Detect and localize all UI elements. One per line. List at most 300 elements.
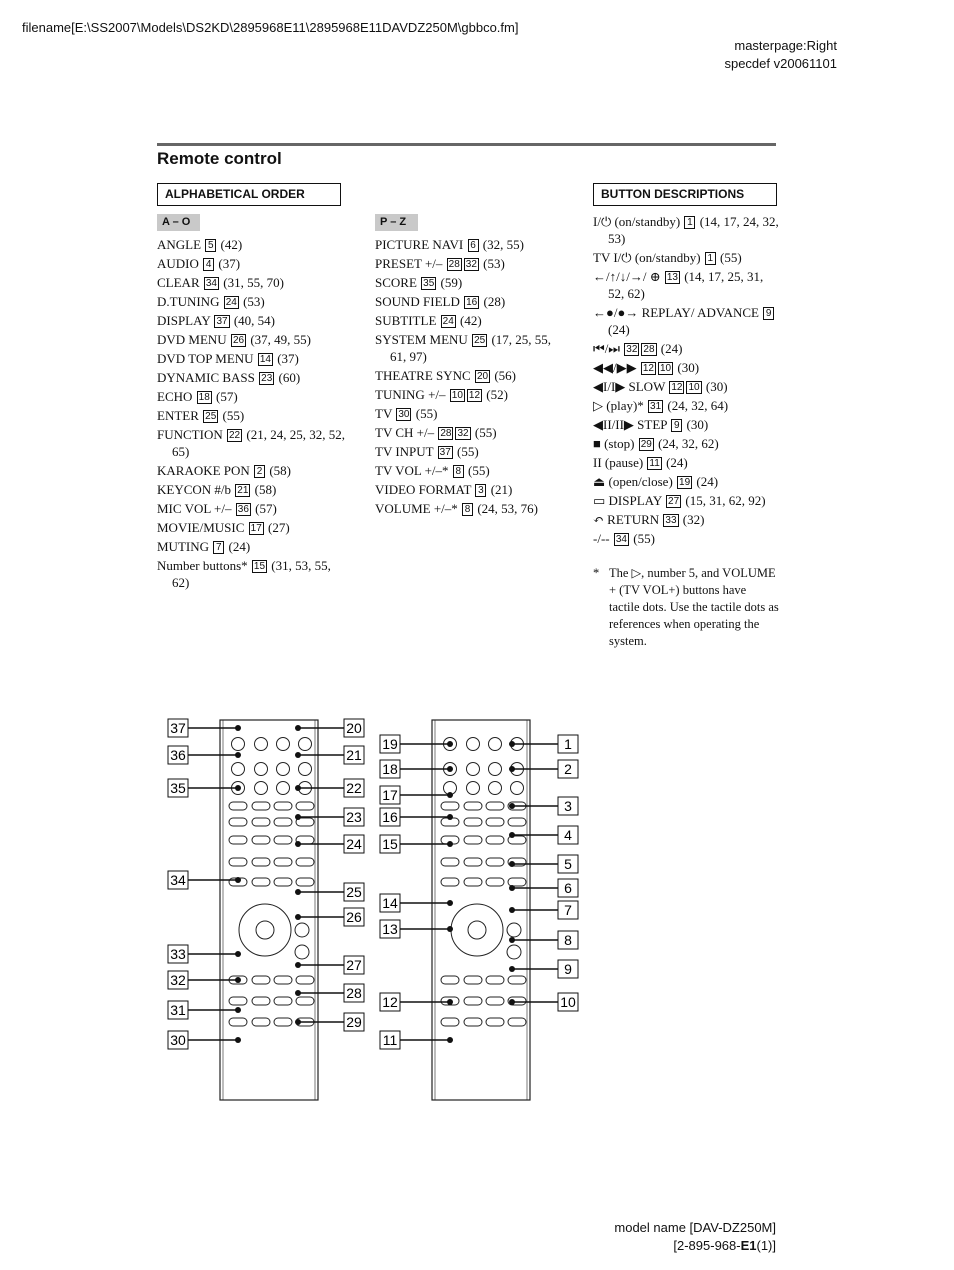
remote-key xyxy=(464,976,482,984)
remote-key xyxy=(464,858,482,866)
index-entry xyxy=(157,236,347,253)
remote-key xyxy=(274,836,292,844)
ref-number: 32 xyxy=(457,428,469,439)
remote-button xyxy=(507,923,521,937)
entry-name: ◀◀/▶▶ xyxy=(593,360,637,375)
index-entry xyxy=(157,312,347,329)
remote-key xyxy=(252,976,270,984)
remote-key xyxy=(252,802,270,810)
remote-dpad-center xyxy=(468,921,486,939)
remote-key xyxy=(486,836,504,844)
footnote-mark: * xyxy=(593,566,600,580)
remote-key xyxy=(252,858,270,866)
entry-pages: (53) xyxy=(483,256,505,271)
ref-number: 34 xyxy=(205,278,217,289)
ref-number: 13 xyxy=(666,272,678,283)
entry-name: ECHO xyxy=(157,389,193,404)
entry-name: II (pause) xyxy=(593,455,644,470)
entry-name: ⏮/⏭ xyxy=(593,341,621,356)
callout-dot xyxy=(235,1007,241,1013)
ref-number: 11 xyxy=(649,458,660,469)
callout-number: 18 xyxy=(382,761,398,777)
callout-number: 25 xyxy=(346,884,362,900)
entry-pages: (27) xyxy=(268,520,290,535)
remote-key xyxy=(464,878,482,886)
entry-name: MIC VOL +/– xyxy=(157,501,232,516)
index-entry xyxy=(375,367,565,384)
ref-number: 7 xyxy=(213,541,224,554)
entry-pages: (30) xyxy=(686,417,709,432)
remote-button xyxy=(232,763,245,776)
index-entry xyxy=(593,454,779,471)
index-entry xyxy=(593,249,779,266)
callout-dot xyxy=(509,937,515,943)
ref-number: 36 xyxy=(237,504,249,515)
remote-button xyxy=(489,738,502,751)
callout-dot xyxy=(295,962,301,968)
callout-dot xyxy=(509,741,515,747)
index-entry xyxy=(157,331,347,348)
entry-pages: (42) xyxy=(220,237,243,252)
ref-number: 30 xyxy=(398,409,410,420)
alphabetical-order-heading: ALPHABETICAL ORDER xyxy=(157,183,341,206)
header-specdef: specdef v20061101 xyxy=(724,56,837,71)
callout-dot xyxy=(447,792,453,798)
callout-number: 37 xyxy=(170,720,186,736)
remote-button xyxy=(295,923,309,937)
index-entry xyxy=(157,462,347,479)
ref-number: 1 xyxy=(705,252,716,265)
entry-name: PRESET +/– xyxy=(375,256,443,271)
callout-number: 21 xyxy=(346,747,362,763)
remote-button xyxy=(507,945,521,959)
entry-pages: (37) xyxy=(218,256,241,271)
ref-number: 25 xyxy=(205,411,217,422)
remote-key xyxy=(274,976,292,984)
entry-name: AUDIO xyxy=(157,256,199,271)
callout-dot xyxy=(295,752,301,758)
remote-button xyxy=(277,738,290,751)
remote-key xyxy=(274,878,292,886)
remote-key xyxy=(464,836,482,844)
index-entry xyxy=(375,462,565,479)
entry-name: TV xyxy=(375,406,393,421)
index-entry xyxy=(375,424,565,441)
callout-number: 2 xyxy=(564,761,572,777)
index-entry xyxy=(375,293,565,310)
entry-name: MOVIE/MUSIC xyxy=(157,520,245,535)
ref-number: 32 xyxy=(465,259,477,270)
callout-number: 22 xyxy=(346,780,362,796)
page-title: Remote control xyxy=(157,149,282,168)
callout-number: 34 xyxy=(170,872,186,888)
entry-pages: (55) xyxy=(457,444,479,459)
index-entry xyxy=(157,538,347,555)
remote-key xyxy=(252,878,270,886)
entry-name: ⏏ (open/close) xyxy=(593,474,673,489)
ref-number: 4 xyxy=(203,258,214,271)
callout-dot xyxy=(447,900,453,906)
ref-number: 37 xyxy=(439,447,451,458)
callout-number: 17 xyxy=(382,787,398,803)
entry-name: D.TUNING xyxy=(157,294,220,309)
ref-number: 8 xyxy=(462,503,473,516)
callout-number: 12 xyxy=(382,994,398,1010)
remote-button xyxy=(255,738,268,751)
ref-number: 15 xyxy=(253,561,266,572)
index-entry xyxy=(375,312,565,329)
ref-number: 34 xyxy=(615,534,627,545)
ref-number: 37 xyxy=(216,316,228,327)
entry-pages: (57) xyxy=(216,389,238,404)
ref-number: 10 xyxy=(659,363,672,374)
entry-pages: (53) xyxy=(243,294,265,309)
callout-dot xyxy=(295,1019,301,1025)
entry-pages: (24) xyxy=(666,455,688,470)
footer-model: model name [DAV-DZ250M] xyxy=(614,1220,776,1235)
remote-button xyxy=(467,738,480,751)
callout-dot xyxy=(509,966,515,972)
remote-button xyxy=(467,763,480,776)
remote-key xyxy=(486,878,504,886)
callout-number: 4 xyxy=(564,827,572,843)
ref-number: 8 xyxy=(453,465,464,478)
remote-key xyxy=(441,878,459,886)
entry-pages: (24) xyxy=(696,474,719,489)
ref-number: 28 xyxy=(440,428,452,439)
ref-number: 24 xyxy=(225,297,237,308)
entry-name: ↶ RETURN xyxy=(593,512,660,527)
entry-name: CLEAR xyxy=(157,275,200,290)
remote-key xyxy=(229,836,247,844)
callout-number: 1 xyxy=(564,736,572,752)
remote-key xyxy=(441,802,459,810)
entry-pages: (32) xyxy=(682,512,705,527)
callout-dot xyxy=(295,725,301,731)
callout-dot xyxy=(509,907,515,913)
ref-number: 27 xyxy=(668,496,680,507)
entry-pages: (55) xyxy=(415,406,438,421)
footnote-text: The ▷, number 5, and VOLUME + (TV VOL+) buttons have tactile dots. Use the tactile dots as references when operating the system. xyxy=(609,566,779,648)
ref-number: 28 xyxy=(643,344,655,355)
entry-name: ANGLE xyxy=(157,237,202,252)
remote-key xyxy=(229,818,247,826)
entry-pages: (58) xyxy=(254,482,277,497)
index-entry xyxy=(375,386,565,403)
callout-number: 26 xyxy=(346,909,362,925)
entry-pages: (55) xyxy=(468,463,490,478)
remote-key xyxy=(508,976,526,984)
ref-number: 23 xyxy=(261,373,273,384)
remote-button xyxy=(277,782,290,795)
entry-name: TV VOL +/–* xyxy=(375,463,449,478)
footer-code: [2-895-968-E1(1)] xyxy=(673,1238,776,1253)
index-entry xyxy=(593,511,779,528)
callout-dot xyxy=(235,951,241,957)
callout-number: 23 xyxy=(346,809,362,825)
entry-pages: (30) xyxy=(677,360,700,375)
entry-name: Number buttons* xyxy=(157,558,248,573)
entry-name: TV INPUT xyxy=(375,444,434,459)
index-entry xyxy=(157,388,347,405)
ref-number: 9 xyxy=(763,307,774,320)
ref-number: 2 xyxy=(254,465,265,478)
header-meta xyxy=(724,37,837,73)
remote-key xyxy=(296,802,314,810)
remote-key xyxy=(464,1018,482,1026)
callout-dot xyxy=(235,725,241,731)
entry-pages: (58) xyxy=(269,463,291,478)
entry-pages: (40, 54) xyxy=(233,313,276,328)
entry-pages: (55) xyxy=(633,531,655,546)
entry-name: DVD MENU xyxy=(157,332,227,347)
remote-key xyxy=(508,818,526,826)
ref-number: 22 xyxy=(228,430,241,441)
index-entry xyxy=(375,500,565,517)
remote-button xyxy=(299,763,312,776)
remote-key xyxy=(229,802,247,810)
ref-number: 18 xyxy=(198,392,210,403)
index-entry xyxy=(157,500,347,517)
callout-dot xyxy=(235,1037,241,1043)
entry-name: ▭ DISPLAY xyxy=(593,493,662,508)
entry-pages: (24, 32, 64) xyxy=(667,398,729,413)
ref-number: 25 xyxy=(474,335,486,346)
callout-dot xyxy=(509,832,515,838)
callout-number: 33 xyxy=(170,946,186,962)
entry-pages: (24) xyxy=(228,539,251,554)
entry-pages: (30) xyxy=(705,379,728,394)
index-entry xyxy=(157,274,347,291)
remote-button xyxy=(232,738,245,751)
remote-key xyxy=(296,878,314,886)
remote-key xyxy=(252,818,270,826)
remote-key xyxy=(229,1018,247,1026)
button-descriptions-heading: BUTTON DESCRIPTIONS xyxy=(593,183,777,206)
ref-number: 16 xyxy=(466,297,478,308)
callout-number: 20 xyxy=(346,720,362,736)
index-entry xyxy=(593,397,779,414)
callout-dot xyxy=(447,741,453,747)
remote-key xyxy=(296,997,314,1005)
index-entry xyxy=(157,407,347,424)
entry-pages: (60) xyxy=(278,370,301,385)
index-entry xyxy=(593,359,779,376)
entry-name: MUTING xyxy=(157,539,209,554)
callout-dot xyxy=(447,766,453,772)
entry-pages: (31, 55, 70) xyxy=(223,275,284,290)
remote-key xyxy=(464,802,482,810)
entry-pages: (55) xyxy=(720,250,742,265)
entry-pages: (14, 17, 25, 31, 52, 62) xyxy=(608,269,764,301)
remote-key xyxy=(486,1018,504,1026)
ref-number: 29 xyxy=(640,439,652,450)
entry-name: THEATRE SYNC xyxy=(375,368,471,383)
ref-number: 17 xyxy=(250,523,262,534)
range-a-o: A – O xyxy=(157,214,200,231)
index-entry xyxy=(375,236,565,253)
ref-number: 31 xyxy=(650,401,662,412)
index-entry xyxy=(593,304,779,338)
index-entry xyxy=(157,557,347,591)
entry-name: SOUND FIELD xyxy=(375,294,460,309)
callout-number: 35 xyxy=(170,780,186,796)
index-entry xyxy=(593,378,779,395)
entry-pages: (21, 24, 25, 32, 52, 65) xyxy=(172,427,345,459)
callout-dot xyxy=(295,914,301,920)
callout-number: 7 xyxy=(564,902,572,918)
entry-pages: (56) xyxy=(494,368,516,383)
index-entry xyxy=(157,369,347,386)
entry-name: ◀II/II▶ STEP xyxy=(593,417,668,432)
remote-key xyxy=(229,997,247,1005)
remote-key xyxy=(486,858,504,866)
entry-name: ENTER xyxy=(157,408,199,423)
callout-dot xyxy=(447,841,453,847)
callout-number: 24 xyxy=(346,836,362,852)
callout-dot xyxy=(295,814,301,820)
remote-button xyxy=(295,945,309,959)
callout-dot xyxy=(235,752,241,758)
index-entry xyxy=(593,416,779,433)
header-masterpage: masterpage:Right xyxy=(734,38,837,53)
ref-number: 28 xyxy=(448,259,460,270)
ref-number: 19 xyxy=(679,477,691,488)
ref-number: 10 xyxy=(451,390,463,401)
entry-name: DISPLAY xyxy=(157,313,211,328)
index-entry xyxy=(157,519,347,536)
entry-pages: (55) xyxy=(222,408,245,423)
entry-pages: (32, 55) xyxy=(482,237,524,252)
remote-dpad-center xyxy=(256,921,274,939)
entry-pages: (28) xyxy=(483,294,506,309)
remote-key xyxy=(252,1018,270,1026)
entry-name: VOLUME +/–* xyxy=(375,501,458,516)
ref-number: 12 xyxy=(468,390,481,401)
index-entry xyxy=(157,350,347,367)
index-entry xyxy=(593,530,779,547)
callout-number: 3 xyxy=(564,798,572,814)
ref-number: 33 xyxy=(665,515,677,526)
entry-pages: (24) xyxy=(608,322,630,337)
remote-key xyxy=(229,858,247,866)
callout-number: 11 xyxy=(382,1032,398,1048)
entry-name: KEYCON #/b xyxy=(157,482,232,497)
entry-pages: (24) xyxy=(660,341,683,356)
callout-number: 8 xyxy=(564,932,572,948)
remote-key xyxy=(441,976,459,984)
index-entry xyxy=(593,473,779,490)
entry-name: FUNCTION xyxy=(157,427,223,442)
index-entry xyxy=(157,293,347,310)
ref-number: 3 xyxy=(475,484,486,497)
entry-pages: (57) xyxy=(255,501,277,516)
ref-number: 24 xyxy=(442,316,454,327)
callout-number: 30 xyxy=(170,1032,186,1048)
index-entry xyxy=(375,331,565,365)
entry-name: KARAOKE PON xyxy=(157,463,250,478)
callout-dot xyxy=(235,977,241,983)
entry-name: SCORE xyxy=(375,275,417,290)
entry-pages: (42) xyxy=(460,313,482,328)
remote-button xyxy=(299,738,312,751)
callout-dot xyxy=(447,1037,453,1043)
entry-name: ←●/●→ REPLAY/ ADVANCE xyxy=(593,305,759,320)
entry-pages: (59) xyxy=(440,275,463,290)
remote-key xyxy=(296,858,314,866)
callout-dot xyxy=(447,926,453,932)
callout-dot xyxy=(235,785,241,791)
entry-pages: (21) xyxy=(490,482,513,497)
remote-key xyxy=(464,997,482,1005)
entry-name: PICTURE NAVI xyxy=(375,237,464,252)
entry-pages: (52) xyxy=(486,387,508,402)
entry-name: SUBTITLE xyxy=(375,313,437,328)
entry-name: -/-- xyxy=(593,531,610,546)
callout-dot xyxy=(509,766,515,772)
index-entry xyxy=(593,492,779,509)
callout-dot xyxy=(447,814,453,820)
callout-number: 10 xyxy=(560,994,576,1010)
ref-number: 20 xyxy=(476,371,489,382)
entry-pages: (55) xyxy=(474,425,497,440)
callout-number: 32 xyxy=(170,972,186,988)
entry-pages: (31, 53, 55, 62) xyxy=(172,558,331,590)
entry-name: ▷ (play)* xyxy=(593,398,644,413)
ref-number: 5 xyxy=(205,239,216,252)
header-filename: filename[E:\SS2007\Models\DS2KD\2895968E11\2895968E11DAVDZ250M\gbbco.fm] xyxy=(22,20,519,35)
button-descriptions-list xyxy=(593,213,779,549)
remote-button xyxy=(489,782,502,795)
callout-number: 27 xyxy=(346,957,362,973)
ref-number: 32 xyxy=(626,344,638,355)
entry-name: TV I/⏻ (on/standby) xyxy=(593,250,701,265)
remote-key xyxy=(486,976,504,984)
footer xyxy=(614,1219,776,1255)
callout-number: 31 xyxy=(170,1002,186,1018)
remote-button xyxy=(489,763,502,776)
callout-dot xyxy=(447,999,453,1005)
entry-name: VIDEO FORMAT xyxy=(375,482,472,497)
entry-pages: (15, 31, 62, 92) xyxy=(685,493,766,508)
index-entry xyxy=(375,481,565,498)
index-entry xyxy=(157,481,347,498)
callout-dot xyxy=(509,803,515,809)
callout-number: 9 xyxy=(564,961,572,977)
remote-key xyxy=(274,997,292,1005)
index-entry xyxy=(375,443,565,460)
entry-pages: (14, 17, 24, 32, 53) xyxy=(608,214,779,246)
footer-code-bold: E1 xyxy=(740,1238,757,1253)
callout-number: 16 xyxy=(382,809,398,825)
callout-dot xyxy=(295,990,301,996)
entry-name: ◀I/I▶ SLOW xyxy=(593,379,666,394)
remote-key xyxy=(441,1018,459,1026)
remote-button xyxy=(277,763,290,776)
index-entry xyxy=(375,255,565,272)
index-list-a-o xyxy=(157,236,347,593)
remote-button xyxy=(255,782,268,795)
callout-dot xyxy=(295,841,301,847)
remote-control-illustration xyxy=(160,712,590,1102)
remote-key xyxy=(252,836,270,844)
index-entry xyxy=(593,435,779,452)
ref-number: 9 xyxy=(671,419,682,432)
remote-key xyxy=(252,997,270,1005)
ref-number: 10 xyxy=(688,382,700,393)
index-entry xyxy=(157,426,347,460)
ref-number: 12 xyxy=(642,363,654,374)
